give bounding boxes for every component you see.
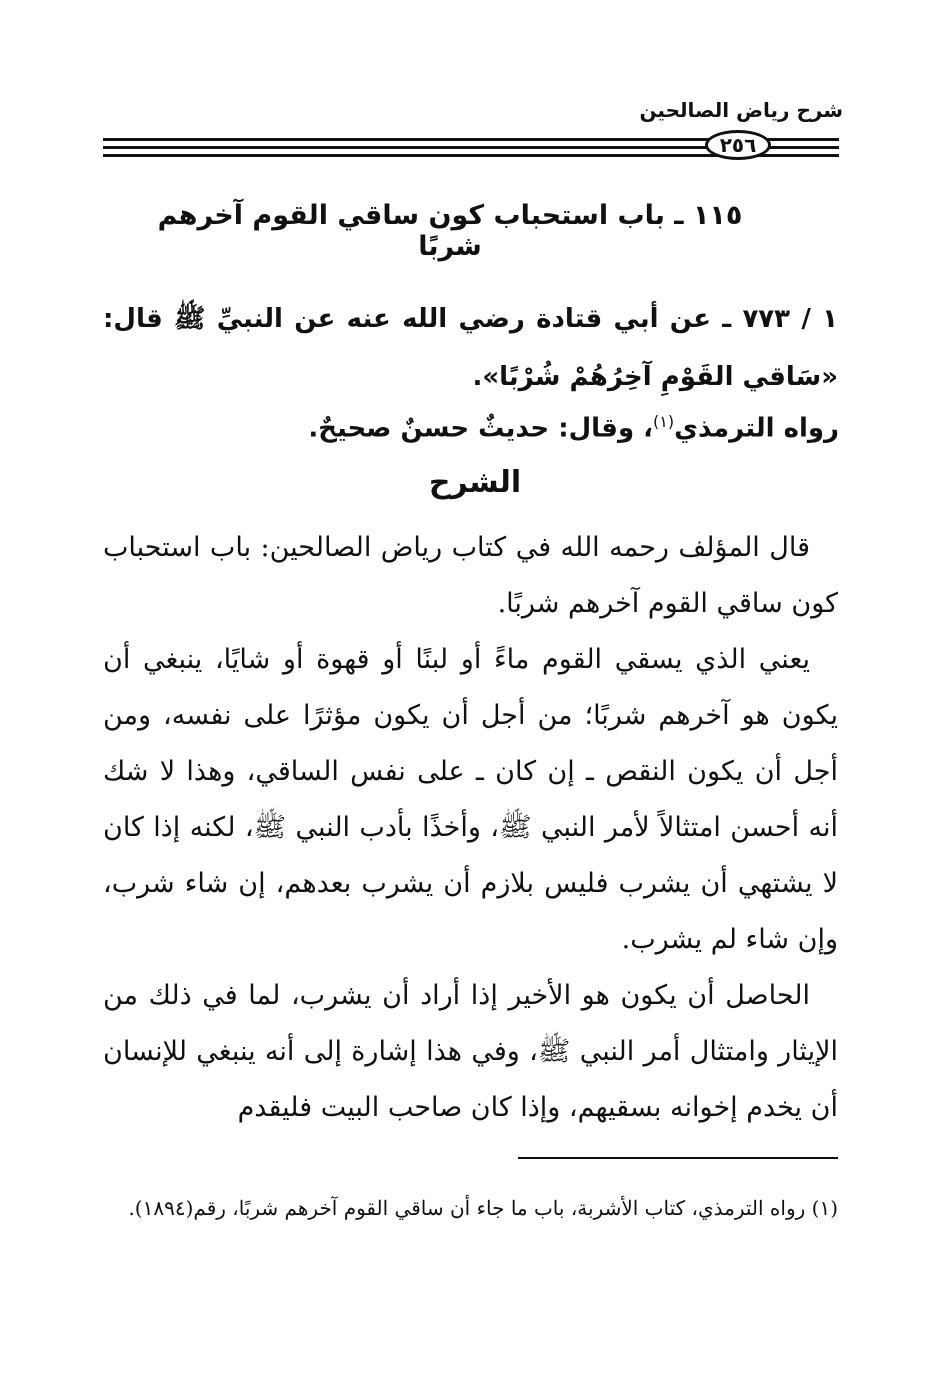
hadith-narration: [308, 412, 839, 444]
running-title: شرح رياض الصالحين: [639, 98, 843, 122]
footnote-separator: [518, 1157, 838, 1159]
narration-source: رواه الترمذي: [674, 413, 839, 444]
footnote: (١) رواه الترمذي، كتاب الأشربة، باب ما جاء أن ساقي القوم آخرهم شربًا، رقم(١٨٩٤).: [128, 1196, 838, 1220]
commentary-paragraph: يعني الذي يسقي القوم ماءً أو لبنًا أو قهوة أو شايًا، ينبغي أن يكون هو آخرهم شربًا؛ من أجل أن يكون مؤثرًا على نفسه، ومن أجل أن يكون النقص ـ إن كان ـ على نفس الساقي، وهذا لا شك أنه أحسن امتثالاً لأمر النبي ﷺ، وأخذًا بأدب النبي ﷺ، لكنه إذا كان لا يشتهي أن يشرب فليس بلازم أن يشرب بعدهم، إن شاء شرب، وإن شاء لم يشرب.: [103, 644, 838, 955]
footnote-reference: (١): [653, 412, 675, 431]
chapter-heading: ١١٥ ـ باب استحباب كون ساقي القوم آخرهم شربًا: [157, 200, 743, 262]
commentary-paragraph: قال المؤلف رحمه الله في كتاب رياض الصالحين: باب استحباب كون ساقي القوم آخرهم شربًا.: [103, 532, 838, 619]
commentary-paragraph: الحاصل أن يكون هو الأخير إذا أراد أن يشرب، لما في ذلك من الإيثار وامتثال أمر النبي ﷺ، وفي هذا إشارة إلى أنه ينبغي للإنسان أن يخدم إخوانه بسقيهم، وإذا كان صاحب البيت فليقدم: [103, 980, 838, 1123]
page-number: ٢٥٦: [705, 130, 771, 160]
narration-grading: ، وقال: حديثٌ حسنٌ صحيحٌ.: [308, 413, 654, 444]
commentary-body: [103, 520, 838, 1136]
hadith-text: ١ / ٧٧٣ ـ عن أبي قتادة رضي الله عنه عن النبيِّ ﷺ قال: «سَاقي القَوْمِ آخِرُهُمْ شُرْبًا».: [103, 304, 838, 392]
section-title: الشرح: [428, 465, 522, 500]
